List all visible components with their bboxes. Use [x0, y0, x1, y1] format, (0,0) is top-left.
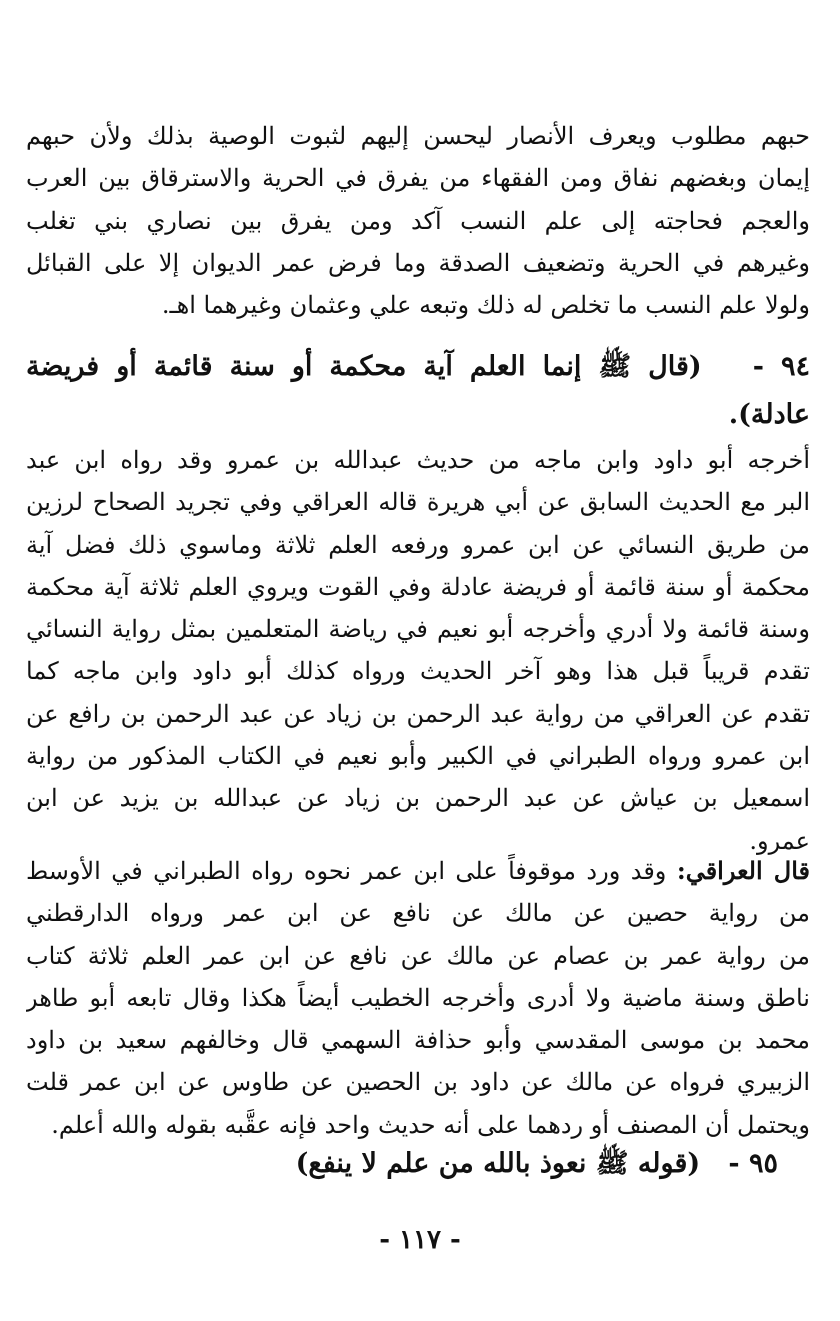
text-line: عمرو. [749, 826, 810, 855]
text-line: حبهم مطلوب ويعرف الأنصار ليحسن إليهم لثبوت الوصية بذلك ولأن حبهم [26, 122, 810, 150]
text-line: الزبيري فرواه عن مالك عن داود بن الحصين عن طاوس عن ابن عمر قلت [26, 1068, 810, 1097]
hadith-number: ٩٤ - [752, 351, 810, 382]
heading-line [78, 1140, 778, 1188]
text-line [26, 850, 810, 892]
text-line: أخرجه أبو داود وابن ماجه من حديث عبدالله بن عمرو وقد رواه ابن عبد [26, 446, 810, 474]
hadith-number: ٩٥ - [728, 1148, 778, 1179]
text-run: وقد ورد موقوفاً على ابن عمر نحوه رواه الطبراني في الأوسط [26, 857, 677, 885]
text-line: ابن عمرو ورواه الطبراني في الكبير وأبو نعيم في الكتاب المذكور من رواية [26, 742, 810, 771]
paragraph-3 [26, 850, 810, 1146]
text-line: ويحتمل أن المصنف أو ردهما على أنه حديث واحد فإنه عقَّبه بقوله والله أعلم. [51, 1110, 810, 1139]
paragraph-1 [26, 115, 810, 326]
paragraph-2 [26, 439, 810, 862]
text-line: محمد بن موسى المقدسي وأبو حذافة السهمي قال وخالفهم سعيد بن داود [26, 1026, 810, 1055]
text-line: من رواية حصين عن مالك عن نافع عن ابن عمر ورواه الدارقطني [26, 899, 810, 928]
text-line: تقدم عن العراقي من رواية عبد الرحمن بن زياد عن عبد الرحمن بن رافع عن [26, 699, 810, 728]
heading-text: (قال ﷺ إنما العلم آية محكمة أو سنة قائمة أو فريضة [26, 351, 702, 382]
text-line: تقدم قريباً قبل هذا وهو آخر الحديث ورواه كذلك أبو داود وابن ماجه كما [26, 657, 810, 686]
text-line: محكمة أو سنة قائمة أو فريضة عادلة وفي القوت ويروي العلم ثلاثة آية محكمة [26, 572, 810, 601]
lead-attribution: قال العراقي: [676, 856, 810, 885]
text-line: وسنة قائمة ولا أدري وأخرجه أبو نعيم في رياضة المتعلمين بمثل رواية النسائي [26, 615, 810, 644]
hadith-heading-95 [78, 1140, 778, 1188]
text-line: من طريق النسائي عن ابن عمرو ورفعه العلم ثلاثة وماسوي ذلك فضل آية [26, 530, 810, 559]
text-line: البر مع الحديث السابق عن أبي هريرة قاله العراقي وفي تجريد الصحاح لرزين [26, 488, 810, 517]
text-line: ناطق وسنة ماضية ولا أدرى وأخرجه الخطيب أيضاً هكذا وقال تابعه أبو طاهر [26, 983, 810, 1012]
hadith-heading-94 [26, 343, 810, 439]
text-line: إيمان وبغضهم نفاق ومن الفقهاء من يفرق في الحرية والاسترقاق بين العرب [26, 164, 810, 193]
page-number: - ١١٧ - [379, 1225, 461, 1255]
heading-text: (قوله ﷺ نعوذ بالله من علم لا ينفع) [295, 1148, 701, 1179]
text-line: والعجم فحاجته إلى علم النسب آكد ومن يفرق بين نصاري بني تغلب [26, 206, 810, 235]
heading-line: عادلة). [728, 399, 810, 430]
text-line: اسمعيل بن عياش عن عبد الرحمن بن زياد عن عبدالله بن يزيد عن ابن [26, 784, 810, 813]
heading-line [26, 343, 810, 391]
text-line: ولولا علم النسب ما تخلص له ذلك وتبعه علي وعثمان وغيرهما اهـ. [161, 291, 810, 320]
text-line: من رواية عمر بن عصام عن مالك عن نافع عن ابن عمر العلم ثلاثة كتاب [26, 941, 810, 970]
text-line: وغيرهم في الحرية وتضعيف الصدقة وما فرض عمر الديوان إلا على القبائل [26, 248, 810, 277]
